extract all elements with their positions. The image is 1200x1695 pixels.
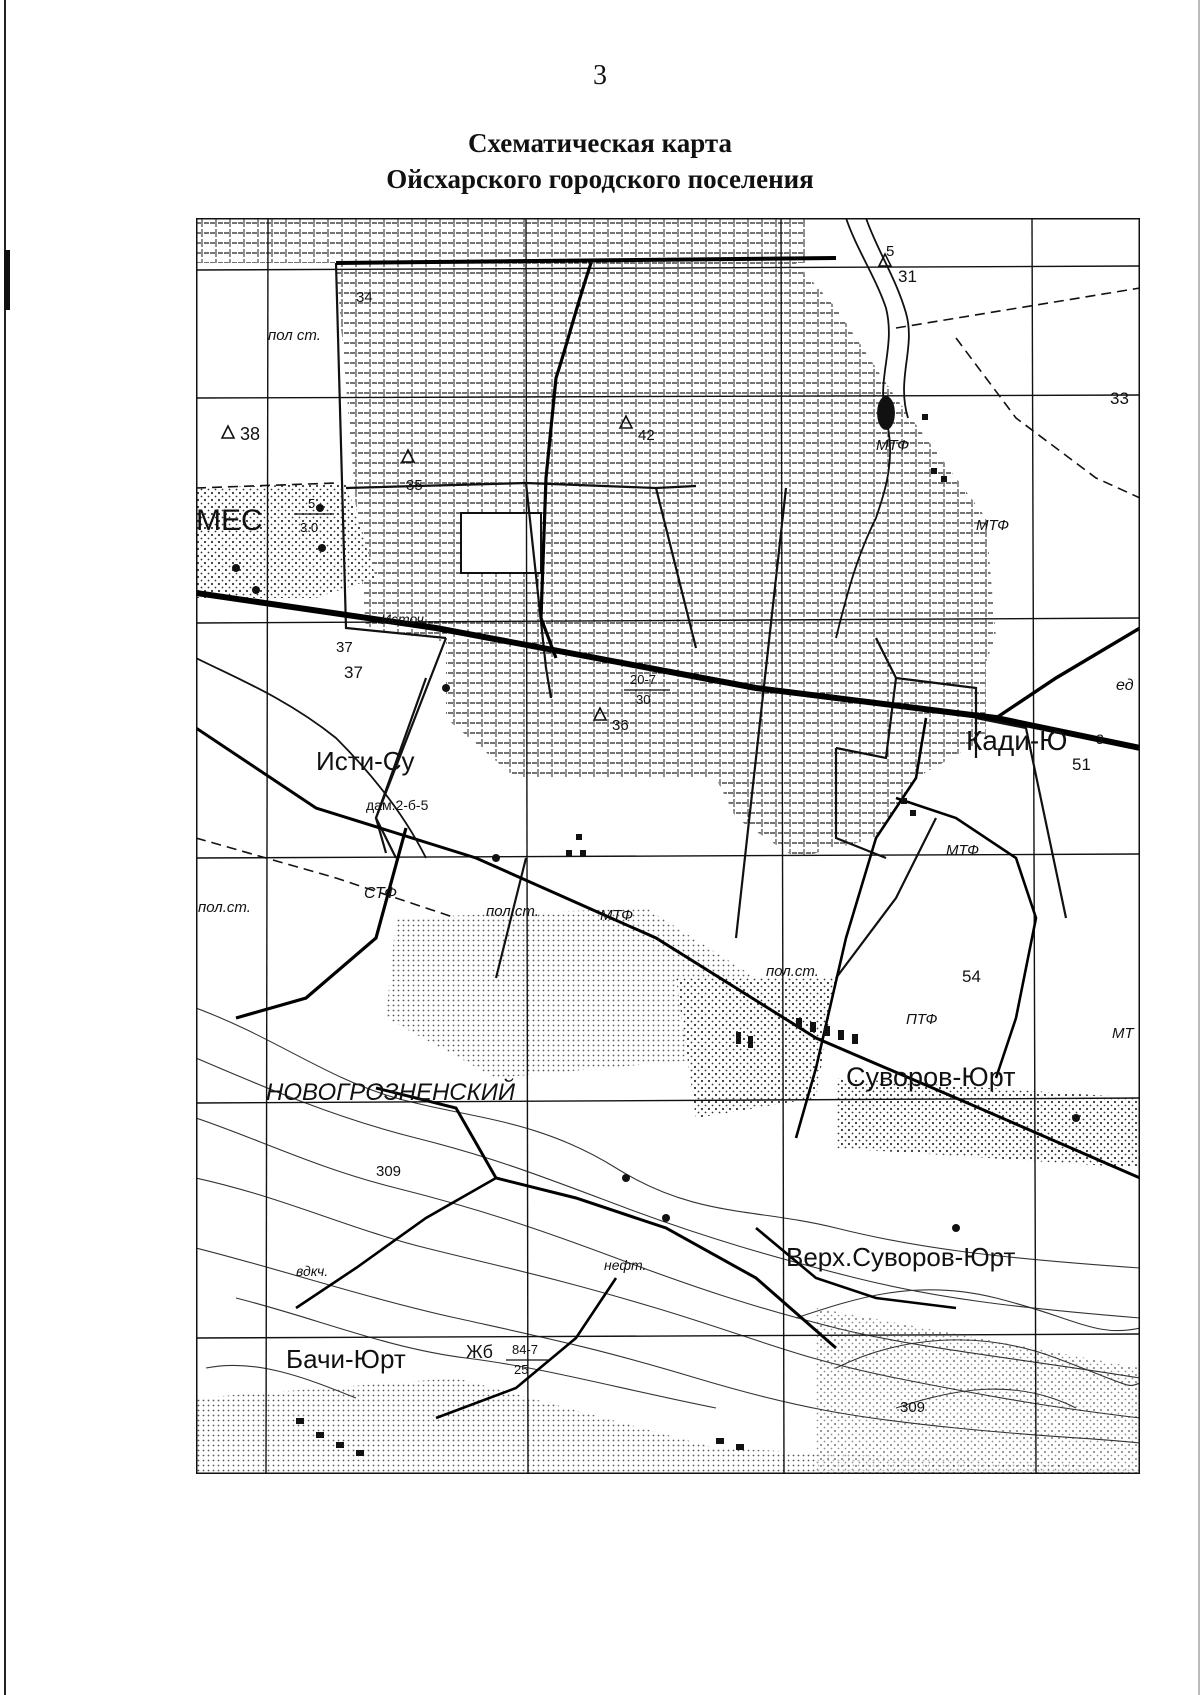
label-kadi-yurt: Кади-Ю	[966, 725, 1068, 756]
number-51: 51	[1072, 755, 1091, 774]
number-42: 42	[638, 427, 655, 444]
label-pol-st-1: пол ст.	[268, 327, 321, 344]
label-mtf-3: МТФ	[946, 842, 980, 859]
label-isti-su: Исти-Су	[316, 746, 415, 776]
number-3-right: 3	[1096, 731, 1104, 747]
label-mtf-4: МТФ	[600, 907, 634, 924]
label-mtf-2: МТФ	[976, 517, 1010, 534]
fraction-numerator: 5	[308, 496, 316, 511]
label-pol-st-4: пол.ст.	[766, 963, 819, 980]
label-novogroznensky: НОВОГРОЗНЕНСКИЙ	[266, 1079, 516, 1106]
number-35: 35	[406, 477, 423, 494]
label-istochnik: Источ.	[381, 611, 428, 627]
number-38: 38	[240, 424, 261, 444]
label-mes: МЕС	[196, 504, 263, 537]
label-neft: нефт.	[604, 1257, 647, 1273]
scan-left-mark	[4, 250, 10, 310]
number-37: 37	[336, 639, 353, 656]
road-fraction-denominator: 30	[636, 692, 651, 707]
number-36: 36	[612, 717, 629, 734]
label-pol-st-3: пол.ст.	[486, 903, 539, 920]
label-bachi-yurt: Бачи-Юрт	[286, 1344, 406, 1374]
number-309: 309	[376, 1163, 402, 1180]
number-34: 34	[356, 289, 373, 306]
label-mtf-1: МТФ	[876, 437, 910, 454]
label-mtf-edge: МТ	[1112, 1025, 1134, 1042]
label-zhb: Жб	[466, 1342, 493, 1362]
label-ptf: ПТФ	[906, 1011, 938, 1028]
label-dam: дам.2-б-5	[366, 797, 429, 813]
label-suvorov-yurt: Суворов-Юрт	[846, 1062, 1016, 1092]
fraction-denominator: 3.0	[300, 520, 319, 535]
map-title	[0, 125, 1200, 197]
number-37b: 37	[344, 663, 363, 682]
number-54: 54	[962, 967, 981, 986]
road2-fraction-denominator: 25	[514, 1362, 529, 1377]
number-31: 31	[898, 267, 917, 286]
road2-fraction-numerator: 84-7	[512, 1342, 539, 1357]
label-stf: СТФ	[364, 885, 397, 902]
map-svg	[196, 218, 1140, 1474]
number-5-top: 5	[886, 243, 895, 260]
number-33: 33	[1110, 389, 1129, 408]
label-ed: ед	[1116, 677, 1134, 694]
label-pol-st-2: пол.ст.	[198, 899, 251, 916]
map-title-line-1: Схематическая карта	[467, 128, 733, 158]
map-title-line-2: Ойсхарского городского поселения	[386, 164, 814, 194]
label-verkh-suvorov-yurt: Верх.Суворов-Юрт	[786, 1242, 1016, 1272]
label-vdkch: вдкч.	[296, 1263, 329, 1279]
benchmark-38-icon	[222, 426, 234, 438]
schematic-map[interactable]	[196, 218, 1140, 1474]
road-fraction-numerator: 20-7	[630, 672, 657, 687]
page-number: 3	[593, 60, 607, 91]
number-309b: 309	[900, 1399, 926, 1416]
